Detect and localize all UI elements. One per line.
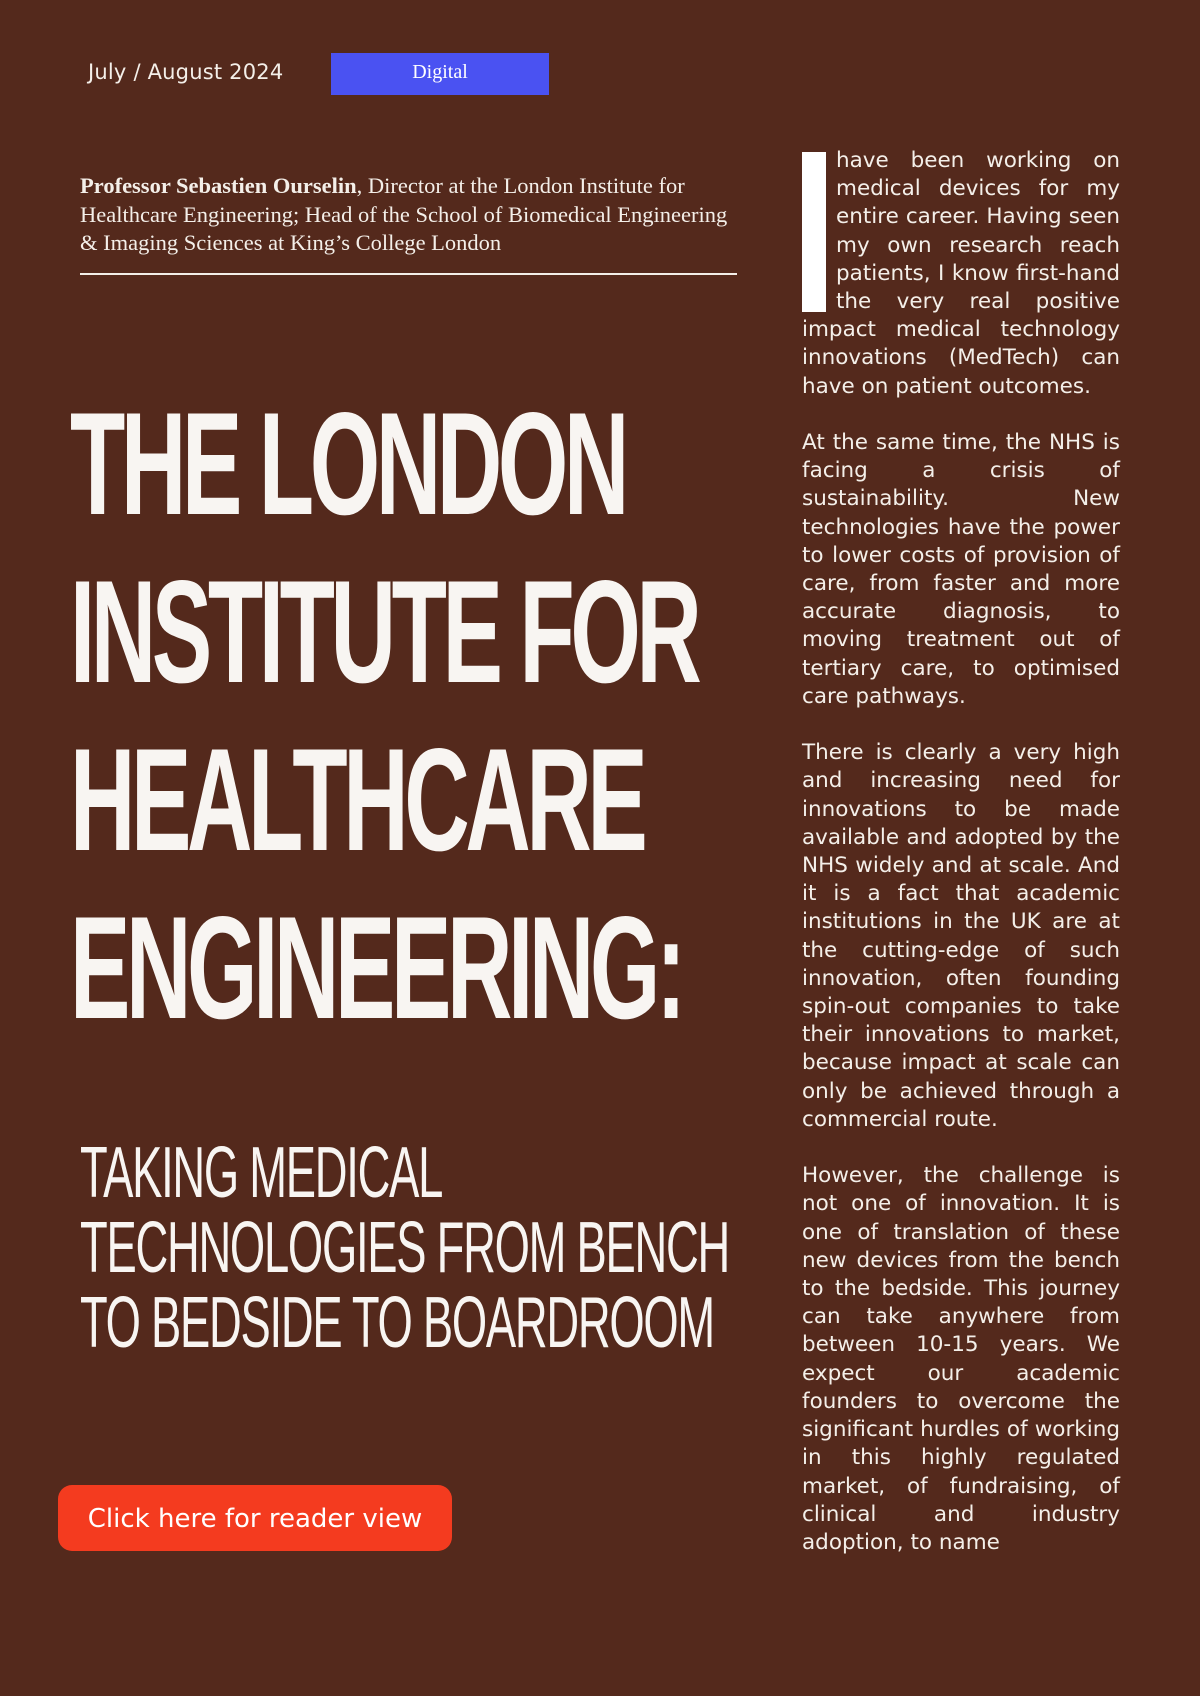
- subheadline-line: TECHNOLOGIES FROM BENCH: [80, 1208, 729, 1288]
- subheadline-line: TAKING MEDICAL: [80, 1133, 443, 1213]
- article-paragraph: At the same time, the NHS is facing a crisis of sustainability. New technologies have the power to lower costs of provision of care, from faster and more accurate diagnosis, to moving treatment out of tertiary care, to optimised care pathways.: [802, 430, 1120, 709]
- article-paragraph: There is clearly a very high and increasing need for innovations to be made available and adopted by the NHS widely and at scale. And it is a fact that academic institutions in the UK are at the cutting-edge of such innovation, often founding spin-out companies to take their innovations to market, because impact at scale can only be achieved through a commercial route.: [802, 740, 1120, 1132]
- issue-date: July / August 2024: [88, 60, 284, 84]
- article-paragraph: [802, 147, 1120, 401]
- reader-view-button[interactable]: Click here for reader view: [58, 1485, 452, 1551]
- byline: [80, 172, 740, 258]
- subheadline-line: TO BEDSIDE TO BOARDROOM: [80, 1283, 714, 1363]
- headline-line: ENGINEERING:: [70, 886, 682, 1049]
- divider: [80, 273, 737, 275]
- author-name: Professor Sebastien Ourselin: [80, 173, 357, 198]
- digital-tag[interactable]: Digital: [331, 53, 549, 95]
- headline-line: INSTITUTE FOR: [70, 550, 698, 713]
- article-body: [802, 147, 1120, 1585]
- paragraph-text: have been working on medical devices for my entire career. Having seen my own research reach patients, I know first-hand the very real positive impact medical technology innovations (MedTech) can have on patient outcomes.: [802, 148, 1120, 399]
- drop-cap: [802, 152, 826, 312]
- headline-line: HEALTHCARE: [70, 718, 644, 881]
- article-paragraph: However, the challenge is not one of innovation. It is one of translation of these new devices from the bench to the bedside. This journey can take anywhere from between 10-15 years. We expect our academic founders to overcome the significant hurdles of working in this highly regulated market, of fundraising, of clinical and industry adoption, to name: [802, 1163, 1120, 1555]
- subheadline: [80, 1133, 729, 1363]
- author-role: , Director at the London Institute for Healthcare Engineering; Head of the School of Biomedical Engineering & Imaging Sciences at King’s College London: [80, 173, 728, 255]
- headline: [70, 380, 698, 1052]
- headline-line: THE LONDON: [70, 382, 626, 545]
